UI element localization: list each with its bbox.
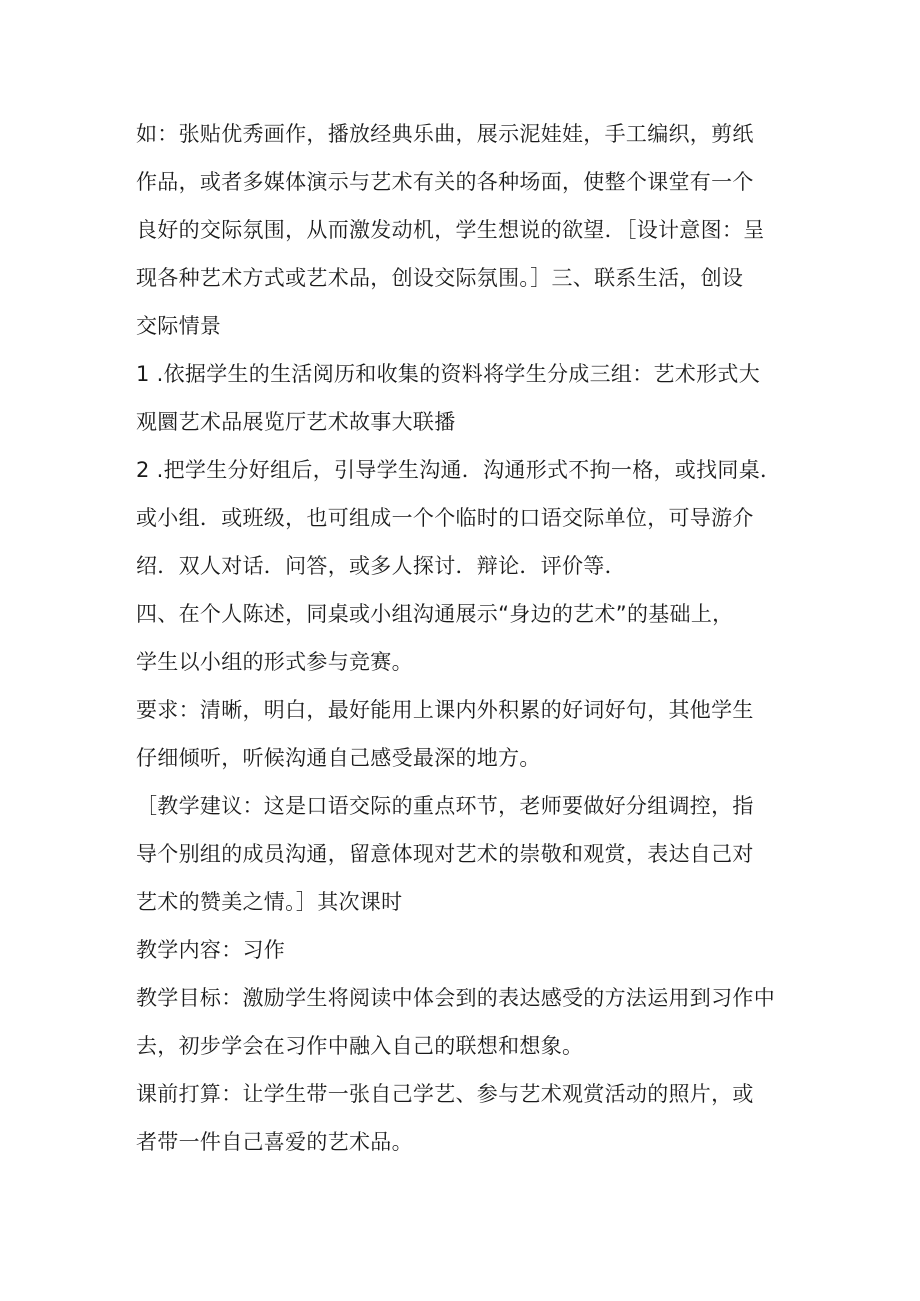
text-line: 学生以小组的形式参与竞赛。 bbox=[136, 650, 413, 674]
text-line: 教学内容：习作 bbox=[136, 938, 286, 962]
text-line: 观圜艺术品展览厅艺术故事大联播 bbox=[136, 410, 456, 434]
text-line: 导个别组的成员沟通，留意体现对艺术的崇敬和观赏，表达自己对 bbox=[136, 842, 754, 866]
text-line: 如：张贴优秀画作，播放经典乐曲，展示泥娃娃，手工编织，剪纸 bbox=[136, 122, 754, 146]
text-line: 课前打算：让学生带一张自己学艺、参与艺术观赏活动的照片，或 bbox=[136, 1082, 754, 1106]
text-line: 作品，或者多媒体演示与艺术有关的各种场面，使整个课堂有一个 bbox=[136, 170, 754, 194]
text-line: 四、在个人陈述，同桌或小组沟通展示“身边的艺术”的基础上， bbox=[136, 602, 734, 626]
text-line: 2 .把学生分好组后，引导学生沟通．沟通形式不拘一格，或找同桌． bbox=[136, 458, 782, 482]
text-line: 现各种艺术方式或艺术品，创设交际氛围。］三、联系生活，创设 bbox=[136, 266, 744, 290]
text-line: 1 .依据学生的生活阅历和收集的资料将学生分成三组：艺术形式大 bbox=[136, 362, 761, 386]
text-line: 教学目标：激励学生将阅读中体会到的表达感受的方法运用到习作中 bbox=[136, 986, 775, 1010]
text-line: 交际情景 bbox=[136, 314, 222, 338]
text-line: 者带一件自己喜爱的艺术品。 bbox=[136, 1130, 413, 1154]
text-line: 良好的交际氛围，从而激发动机，学生想说的欲望．［设计意图：呈 bbox=[136, 218, 765, 242]
text-line: 要求：清晰，明白，最好能用上课内外积累的好词好句，其他学生 bbox=[136, 698, 754, 722]
text-line: 或小组．或班级，也可组成一个个临时的口语交际单位，可导游介 bbox=[136, 506, 754, 530]
text-line: 仔细倾听，听候沟通自己感受最深的地方。 bbox=[136, 746, 541, 770]
document-body bbox=[136, 110, 786, 1166]
text-line: ［教学建议：这是口语交际的重点环节，老师要做好分组调控，指 bbox=[136, 794, 754, 818]
text-line: 艺术的赞美之情。］其次课时 bbox=[136, 890, 403, 914]
text-line: 去，初步学会在习作中融入自己的联想和想象。 bbox=[136, 1034, 584, 1058]
text-line: 绍．双人对话．问答，或多人探讨．辩论．评价等． bbox=[136, 554, 626, 578]
